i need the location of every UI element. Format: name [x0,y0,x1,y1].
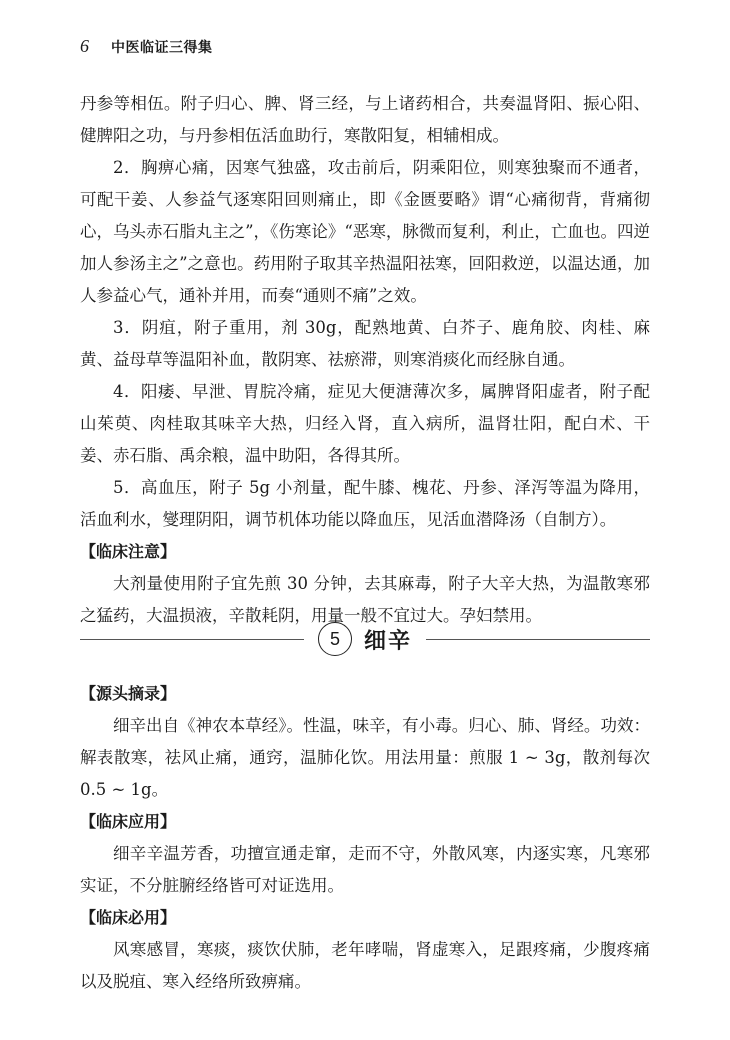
paragraph-continued: 丹参等相伍。附子归心、脾、肾三经，与上诸药相合，共奏温肾阳、振心阳、健脾阳之功，与丹参相伍活血助行，寒散阳复，相辅相成。 [80,94,650,145]
book-title: 中医临证三得集 [111,40,213,56]
paragraph-item-2: 2．胸痹心痛，因寒气独盛，攻击前后，阴乘阳位，则寒独聚而不通者，可配干姜、人参益气逐寒阳回则痛止，即《金匮要略》谓“心痛彻背，背痛彻心，乌头赤石脂丸主之”，《伤寒论》“恶寒，脉微而复利，利止，亡血也。四逆加人参汤主之”之意也。药用附子取其辛热温阳祛寒，回阳救逆，以温达通，加人参益心气，通补并用，而奏“通则不痛”之效。 [80,158,650,305]
paragraph-item-3: 3．阴疽，附子重用，剂 30g，配熟地黄、白芥子、鹿角胶、肉桂、麻黄、益母草等温阳补血，散阴寒、祛瘀滞，则寒消痰化而经脉自通。 [80,318,650,369]
page-header [80,36,213,62]
paragraph-item-4: 4．阳痿、早泄、胃脘冷痛，症见大便溏薄次多，属脾肾阳虚者，附子配山茱萸、肉桂取其味辛大热，归经入肾，直入病所，温肾壮阳，配白术、干姜、赤石脂、禹余粮，温中助阳，各得其所。 [80,382,650,465]
source-heading: 【源头摘录】 [80,684,177,703]
divider-line-left [80,639,304,640]
page-number: 6 [80,36,89,56]
section-xixin [80,678,650,998]
paragraph-item-5: 5．高血压，附子 5g 小剂量，配牛膝、槐花、丹参、泽泻等温为降用，活血利水，燮理阴阳，调节机体功能以降血压，见活血潜降汤（自制方）。 [80,478,650,529]
section-fuzi-continued [80,88,650,632]
herb-number-badge: 5 [318,622,352,656]
divider-line-right [426,639,650,640]
clinical-notes-heading: 【临床注意】 [80,542,177,561]
herb-name: 细辛 [364,628,413,654]
source-text: 细辛出自《神农本草经》。性温，味辛，有小毒。归心、肺、肾经。功效：解表散寒，祛风止痛，通窍，温肺化饮。用法用量：煎服 1 ~ 3g，散剂每次 0.5 ~ 1g。 [80,716,650,799]
must-use-heading: 【临床必用】 [80,908,177,927]
herb-title [318,622,412,656]
herb-section-divider [80,617,650,661]
application-text: 细辛辛温芳香，功擅宣通走窜，走而不守，外散风寒，内逐实寒，凡寒邪实证，不分脏腑经络皆可对证选用。 [80,844,650,895]
application-heading: 【临床应用】 [80,812,177,831]
clinical-notes-text: 大剂量使用附子宜先煎 30 分钟，去其麻毒，附子大辛大热，为温散寒邪之猛药，大温损液，辛散耗阴，用量一般不宜过大。孕妇禁用。 [80,574,650,625]
must-use-text: 风寒感冒，寒痰，痰饮伏肺，老年哮喘，肾虚寒入，足跟疼痛，少腹疼痛以及脱疽、寒入经络所致痹痛。 [80,940,650,991]
